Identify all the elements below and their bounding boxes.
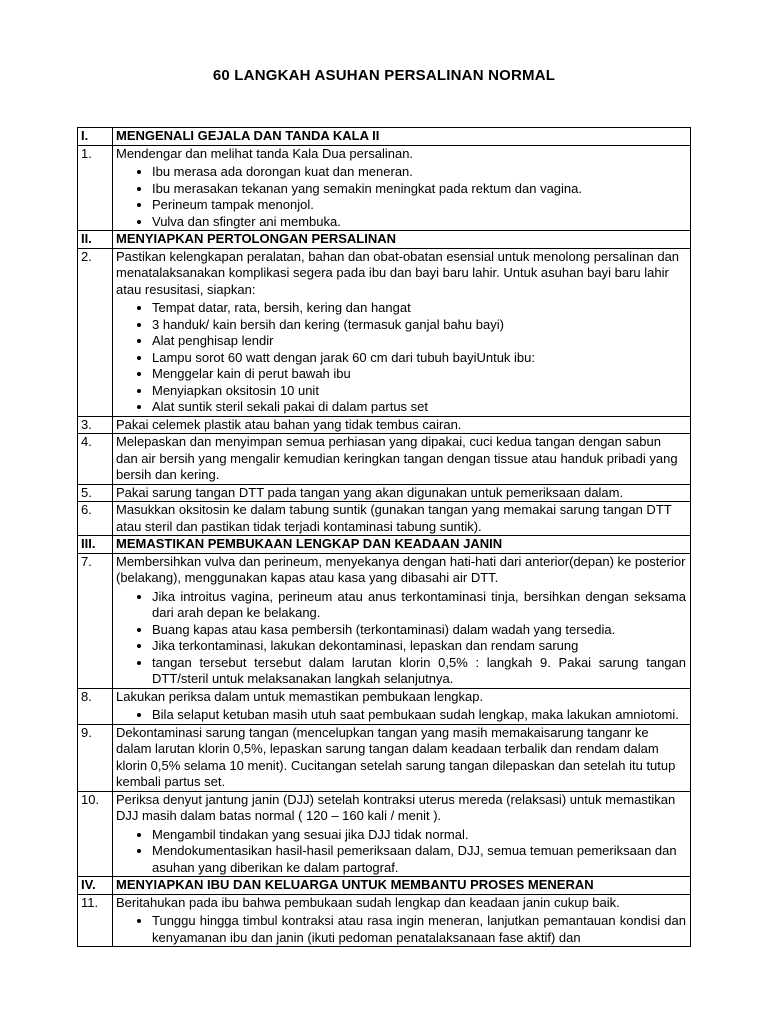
bullet-item: • tangan tersebut tersebut dalam larutan klorin 0,5% : langkah 9. Pakai sarung tangan DTT/steril untuk melaksanakan langkah selanjutnya. [152, 655, 686, 688]
step-text: Lakukan periksa dalam untuk memastikan pembukaan lengkap. [116, 688, 484, 704]
step-row [78, 248, 691, 416]
bullet-item: • Bila selaput ketuban masih utuh saat pembukaan sudah lengkap, maka lakukan amniotomi. [152, 707, 686, 724]
bullet-item: • Alat suntik steril sekali pakai di dalam partus set [152, 399, 686, 416]
step-row [78, 416, 691, 434]
section-row [78, 536, 691, 554]
bullet-list [116, 707, 686, 724]
step-text: Dekontaminasi sarung tangan (mencelupkan tangan yang masih memakaisarung tanganr ke dalam larutan klorin 0,5%, lepaskan sarung tangan dalam keadaan terbalik dan rendam dalam klorin 0,5% selama 10 menit). Cucitangan setelah sarung tangan dilepaskan dan setelah itu tutup kembali partus set. [113, 724, 691, 791]
bullet-item: • Mengambil tindakan yang sesuai jika DJJ tidak normal. [152, 827, 686, 844]
bullet-item: • 3 handuk/ kain bersih dan kering (termasuk ganjal bahu bayi) [152, 317, 686, 334]
section-title: MENYIAPKAN IBU DAN KELUARGA UNTUK MEMBANTU PROSES MENERAN [113, 877, 691, 895]
step-text: Beritahukan pada ibu bahwa pembukaan sudah lengkap dan keadaan janin cukup baik. [116, 894, 620, 910]
step-text: Masukkan oksitosin ke dalam tabung suntik (gunakan tangan yang memakai sarung tangan DTT atau steril dan pastikan tidak terjadi kontaminasi tabung suntik). [113, 502, 691, 536]
step-number: 5. [78, 484, 113, 502]
bullet-item: • Lampu sorot 60 watt dengan jarak 60 cm dari tubuh bayiUntuk ibu: [152, 350, 686, 367]
bullet-item: • Mendokumentasikan hasil-hasil pemeriksaan dalam, DJJ, semua temuan pemeriksaan dan asuhan yang diberikan ke dalam partograf. [152, 843, 686, 876]
step-number: 6. [78, 502, 113, 536]
bullet-item: • Tunggu hingga timbul kontraksi atau rasa ingin meneran, lanjutkan pemantauan kondisi dan kenyamanan ibu dan janin (ikuti pedoman penatalaksanaan fase aktif) dan [152, 913, 686, 946]
step-text: Periksa denyut jantung janin (DJJ) setelah kontraksi uterus mereda (relaksasi) untuk memastikan DJJ masih dalam batas normal ( 120 – 160 kali / menit ). [116, 791, 676, 823]
step-row [78, 484, 691, 502]
step-number: 7. [78, 553, 113, 688]
bullet-item: • Jika terkontaminasi, lakukan dekontaminasi, lepaskan dan rendam sarung [152, 638, 686, 655]
section-title: MENGENALI GEJALA DAN TANDA KALA II [113, 128, 691, 146]
step-content [113, 248, 691, 416]
bullet-item: • Perineum tampak menonjol. [152, 197, 686, 214]
bullet-item: • Menggelar kain di perut bawah ibu [152, 366, 686, 383]
bullet-item: • Tempat datar, rata, bersih, kering dan hangat [152, 300, 686, 317]
step-content [113, 791, 691, 877]
section-row [78, 128, 691, 146]
step-row [78, 145, 691, 231]
step-text: Pastikan kelengkapan peralatan, bahan dan obat-obatan esensial untuk menolong persalinan dan menatalaksanakan komplikasi segera pada ibu dan bayi baru lahir. Untuk asuhan bayi baru lahir atau resusitasi, siapkan: [116, 248, 680, 297]
bullet-item: • Menyiapkan oksitosin 10 unit [152, 383, 686, 400]
step-row [78, 791, 691, 877]
bullet-list [116, 827, 686, 877]
step-content [113, 894, 691, 947]
bullet-item: • Ibu merasa ada dorongan kuat dan meneran. [152, 164, 686, 181]
step-row [78, 502, 691, 536]
step-number: 11. [78, 894, 113, 947]
bullet-item: • Buang kapas atau kasa pembersih (terkontaminasi) dalam wadah yang tersedia. [152, 622, 686, 639]
bullet-item: • Jika introitus vagina, perineum atau anus terkontaminasi tinja, bersihkan dengan seksama dari arah depan ke belakang. [152, 589, 686, 622]
section-number: II. [78, 231, 113, 249]
step-text: Mendengar dan melihat tanda Kala Dua persalinan. [116, 145, 414, 161]
bullet-item: • Alat penghisap lendir [152, 333, 686, 350]
step-row [78, 553, 691, 688]
bullet-list [116, 913, 686, 946]
step-number: 2. [78, 248, 113, 416]
section-number: III. [78, 536, 113, 554]
step-number: 10. [78, 791, 113, 877]
step-number: 4. [78, 434, 113, 485]
step-number: 9. [78, 724, 113, 791]
step-content [113, 145, 691, 231]
bullet-item: • Vulva dan sfingter ani membuka. [152, 214, 686, 231]
step-row [78, 894, 691, 947]
section-row [78, 231, 691, 249]
step-number: 3. [78, 416, 113, 434]
bullet-list [116, 300, 686, 416]
section-title: MENYIAPKAN PERTOLONGAN PERSALINAN [113, 231, 691, 249]
step-content [113, 688, 691, 724]
bullet-list [116, 164, 686, 230]
section-number: I. [78, 128, 113, 146]
step-row [78, 434, 691, 485]
step-text: Pakai celemek plastik atau bahan yang tidak tembus cairan. [113, 416, 691, 434]
steps-table [77, 127, 691, 947]
step-content [113, 553, 691, 688]
step-text: Melepaskan dan menyimpan semua perhiasan yang dipakai, cuci kedua tangan dengan sabun dan air bersih yang mengalir kemudian keringkan tangan dengan tissue atau handuk pribadi yang bersih dan kering. [113, 434, 691, 485]
document-title: 60 LANGKAH ASUHAN PERSALINAN NORMAL [212, 67, 556, 84]
step-row [78, 688, 691, 724]
step-number: 1. [78, 145, 113, 231]
section-title: MEMASTIKAN PEMBUKAAN LENGKAP DAN KEADAAN JANIN [113, 536, 691, 554]
section-number: IV. [78, 877, 113, 895]
bullet-item: • Ibu merasakan tekanan yang semakin meningkat pada rektum dan vagina. [152, 181, 686, 198]
step-text: Pakai sarung tangan DTT pada tangan yang akan digunakan untuk pemeriksaan dalam. [113, 484, 691, 502]
step-text: Membersihkan vulva dan perineum, menyekanya dengan hati-hati dari anterior(depan) ke posterior (belakang), menggunakan kapas atau kasa yang dibasahi air DTT. [116, 553, 686, 585]
section-row [78, 877, 691, 895]
step-row [78, 724, 691, 791]
bullet-list [116, 589, 686, 688]
step-number: 8. [78, 688, 113, 724]
